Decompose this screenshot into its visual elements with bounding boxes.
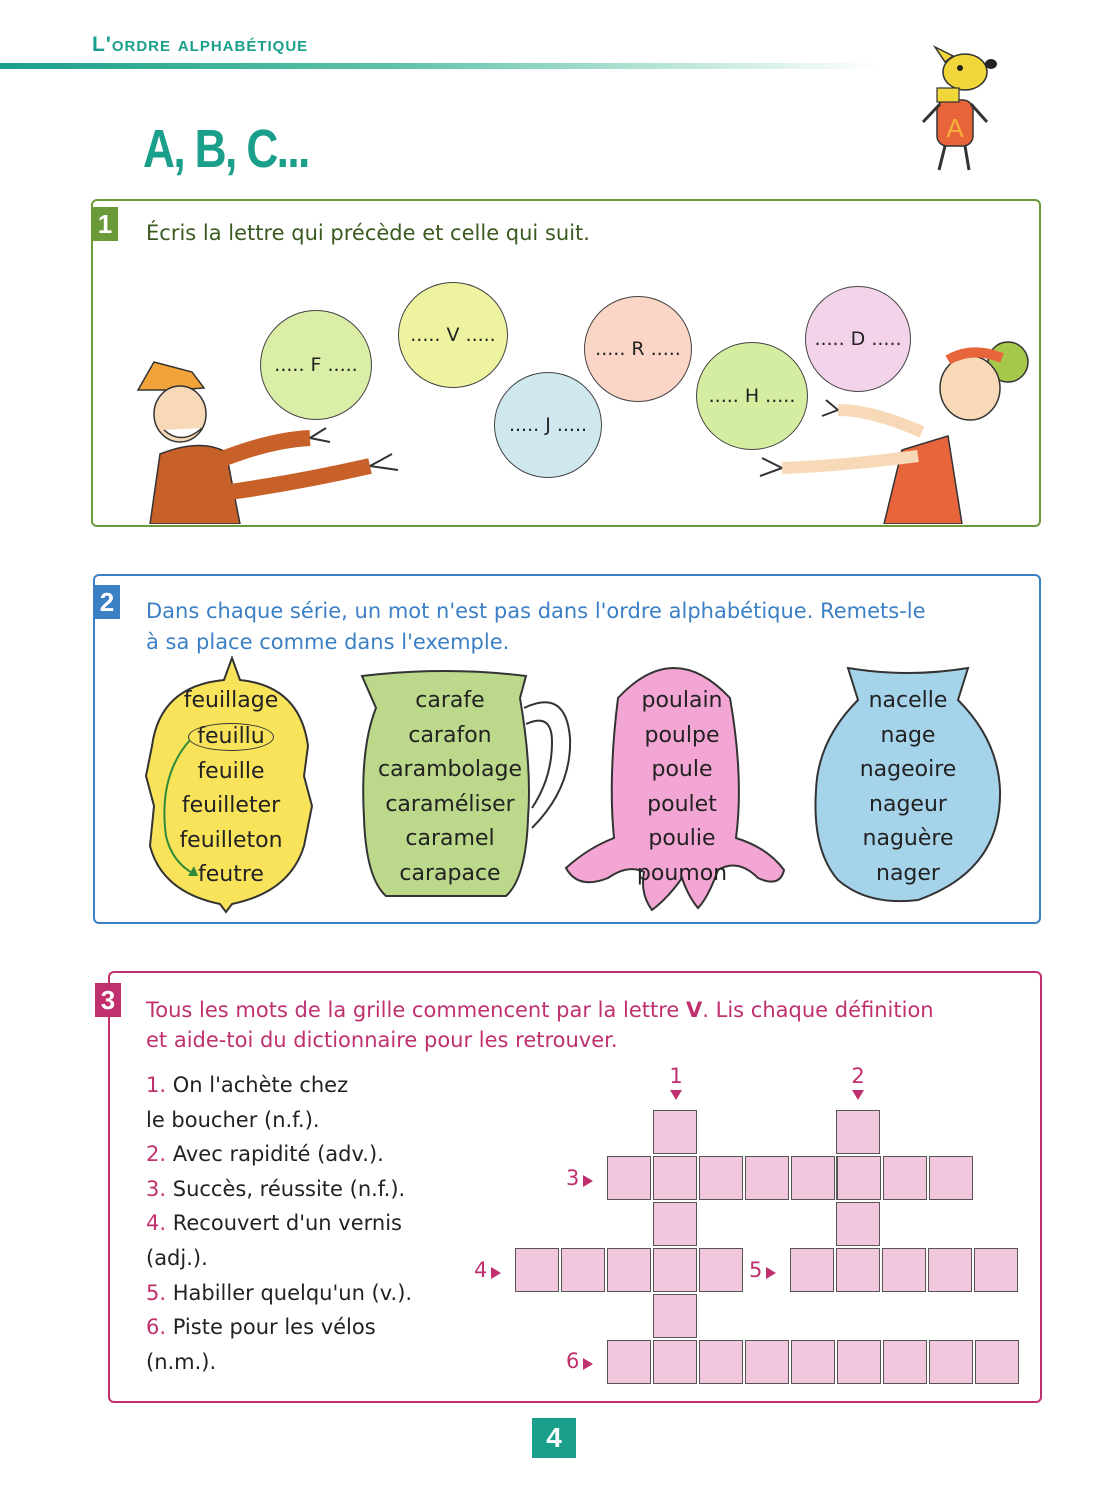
word-item: poulet [647, 791, 717, 817]
clue-4-marker: 4 [474, 1258, 501, 1282]
letter-ball-text: ..... H ..... [708, 385, 796, 407]
word-item: carambolage [377, 757, 523, 783]
definition-line: 2. Avec rapidité (adv.). [146, 1142, 384, 1167]
letter-ball-text: ..... D ..... [814, 328, 902, 350]
letter-ball-text: ..... J ..... [508, 414, 588, 436]
clue-6-marker: 6 [566, 1349, 593, 1373]
definition-line: 1. On l'achète chez [146, 1073, 349, 1097]
word-item: naguère [862, 826, 954, 852]
definition-line: (n.m.). [146, 1349, 217, 1374]
word-item: poumon [636, 860, 728, 886]
clue-5-marker: 5 [749, 1258, 776, 1282]
letter-ball-text: ..... V ..... [410, 324, 496, 346]
word-item: poulain [641, 688, 723, 713]
letter-ball[interactable] [494, 372, 602, 478]
word-item: nageoire [859, 757, 957, 783]
letter-ball-text: ..... R ..... [595, 338, 681, 360]
exercise-2-instruction-line-1: Dans chaque série, un mot n'est pas dans l'ordre alphabétique. Remets-le [146, 599, 926, 623]
exercise-2-number: 2 [94, 585, 120, 619]
word-item: poule [651, 757, 713, 783]
exercise-1-instruction: Écris la lettre qui précède et celle qui suit. [146, 221, 590, 245]
word-item: poulie [648, 826, 716, 852]
word-series-4 [838, 684, 978, 892]
word-item: feutre [198, 862, 264, 888]
word-series-2 [370, 684, 530, 892]
definition-line: 6. Piste pour les vélos [146, 1315, 376, 1340]
letter-ball[interactable] [584, 296, 692, 402]
exercise-3-instruction-line-1: Tous les mots de la grille commencent par la lettre V. Lis chaque définition [146, 998, 934, 1022]
page-number: 4 [532, 1418, 576, 1458]
definition-line: 5. Habiller quelqu'un (v.). [146, 1280, 413, 1305]
definition-line: 4. Recouvert d'un vernis [146, 1211, 402, 1236]
word-item: feuille [197, 758, 265, 784]
word-item: nageur [869, 791, 947, 817]
letter-ball-text: ..... F ..... [274, 354, 358, 376]
word-series-3 [612, 684, 752, 892]
word-item: nager [876, 860, 940, 886]
girl-juggler-illustration [752, 340, 1036, 524]
word-item: carafe [415, 688, 485, 713]
word-item: caramel [405, 826, 495, 852]
clue-2-marker: 2 [846, 1064, 870, 1100]
clue-3-marker: 3 [566, 1166, 593, 1190]
example-move-arrow [150, 736, 210, 886]
exercise-2-instruction-line-2: à sa place comme dans l'exemple. [146, 630, 510, 654]
exercise-3-number: 3 [95, 983, 121, 1017]
clue-1-marker: 1 [664, 1064, 688, 1100]
definition-line: 3. Succès, réussite (n.f.). [146, 1176, 406, 1201]
page-title: A, B, C... [143, 119, 309, 179]
exercise-1-number: 1 [92, 207, 118, 241]
word-item: carapace [399, 860, 501, 886]
letter-ball[interactable] [398, 282, 508, 388]
word-item: nage [880, 722, 936, 748]
mascot-letter: A [946, 113, 964, 143]
word-item-circled: feuillu [188, 723, 274, 751]
boy-juggler-illustration [130, 342, 410, 524]
word-item: feuillage [183, 688, 279, 713]
definition-line: le boucher (n.f.). [146, 1107, 320, 1132]
definition-line: (adj.). [146, 1245, 208, 1270]
dog-mascot-illustration [905, 42, 1005, 178]
header-rule [0, 63, 880, 69]
definitions-list [146, 1068, 466, 1379]
section-header-title: L'ordre alphabétique [92, 33, 309, 56]
word-item: feuilleter [181, 793, 281, 819]
word-item: poulpe [644, 722, 720, 748]
word-item: nacelle [868, 688, 948, 713]
word-item: carafon [408, 722, 492, 748]
word-item: caraméliser [385, 791, 515, 817]
word-item: feuilleton [179, 827, 283, 853]
exercise-3-instruction-line-2: et aide-toi du dictionnaire pour les retrouver. [146, 1028, 618, 1052]
